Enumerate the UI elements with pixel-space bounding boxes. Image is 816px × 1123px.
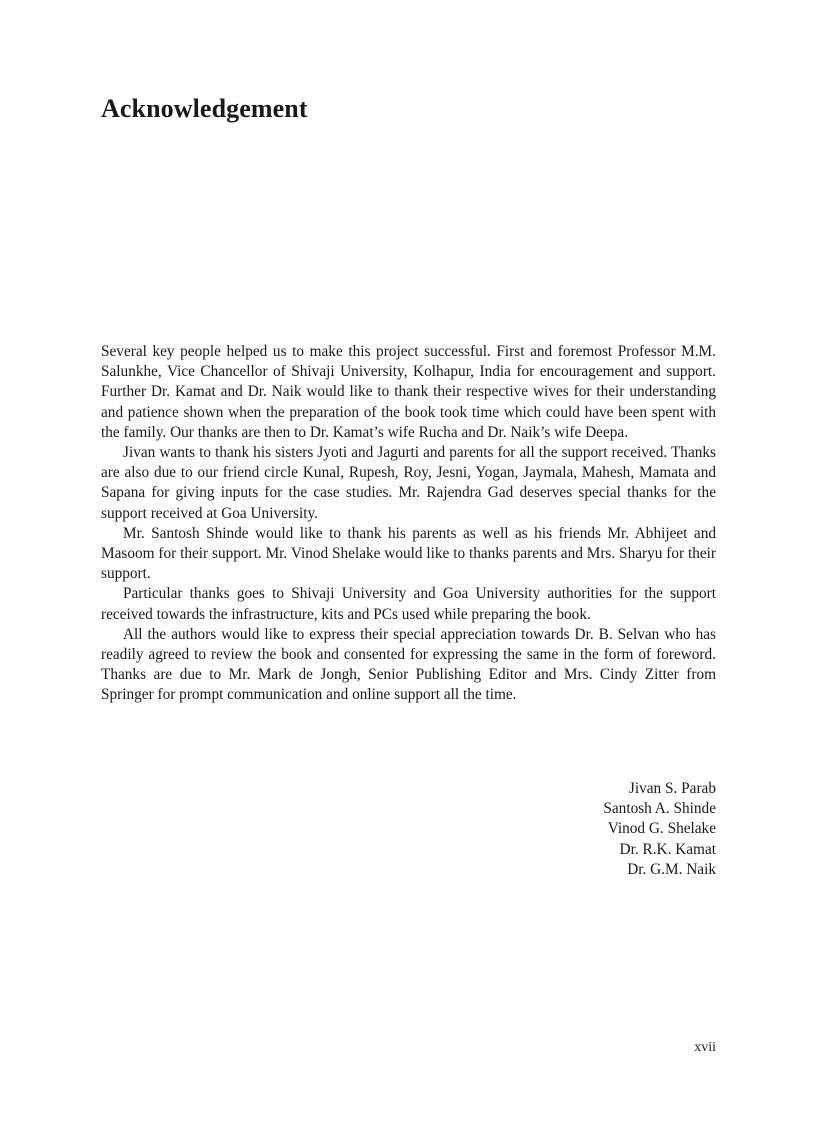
page-title: Acknowledgement	[101, 94, 308, 123]
author-name: Dr. R.K. Kamat	[619, 840, 716, 858]
acknowledgement-body	[101, 342, 716, 706]
paragraph-3: Mr. Santosh Shinde would like to thank his parents as well as his friends Mr. Abhijeet and Masoom for their support. Mr. Vinod Shelake would like to thanks parents and Mrs. Sharyu for their support.	[101, 524, 716, 583]
paragraph-1: Several key people helped us to make this project successful. First and foremost Professor M.M. Salunkhe, Vice Chancellor of Shivaji University, Kolhapur, India for encouragement and support. Further Dr. Kamat and Dr. Naik would like to thank their respective wives for their understanding and patience shown when the preparation of the book took time which could have been spent with the family. Our thanks are then to Dr. Kamat’s wife Rucha and Dr. Naik’s wife Deepa.	[101, 343, 716, 441]
author-name: Jivan S. Parab	[628, 780, 716, 797]
paragraph-2: Jivan wants to thank his sisters Jyoti and Jagurti and parents for all the support received. Thanks are also due to our friend circle Kunal, Rupesh, Roy, Jesni, Yogan, Jaymala, Mahesh, Mamata and Sapana for giving inputs for the case studies. Mr. Rajendra Gad deserves special thanks for the support received at Goa University.	[101, 444, 716, 522]
author-name: Vinod G. Shelake	[607, 820, 716, 838]
author-signatures	[420, 779, 716, 880]
paragraph-5: All the authors would like to express their special appreciation towards Dr. B. Selvan who has readily agreed to review the book and consented for expressing the same in the form of foreword. Thanks are due to Mr. Mark de Jongh, Senior Publishing Editor and Mrs. Cindy Zitter from Springer for prompt communication and online support all the time.	[101, 625, 716, 704]
page-number: xvii	[694, 1040, 716, 1055]
paragraph-4: Particular thanks goes to Shivaji University and Goa University authorities for the support received towards the infrastructure, kits and PCs used while preparing the book.	[101, 585, 716, 623]
author-name: Santosh A. Shinde	[603, 800, 716, 818]
author-name: Dr. G.M. Naik	[627, 860, 716, 878]
